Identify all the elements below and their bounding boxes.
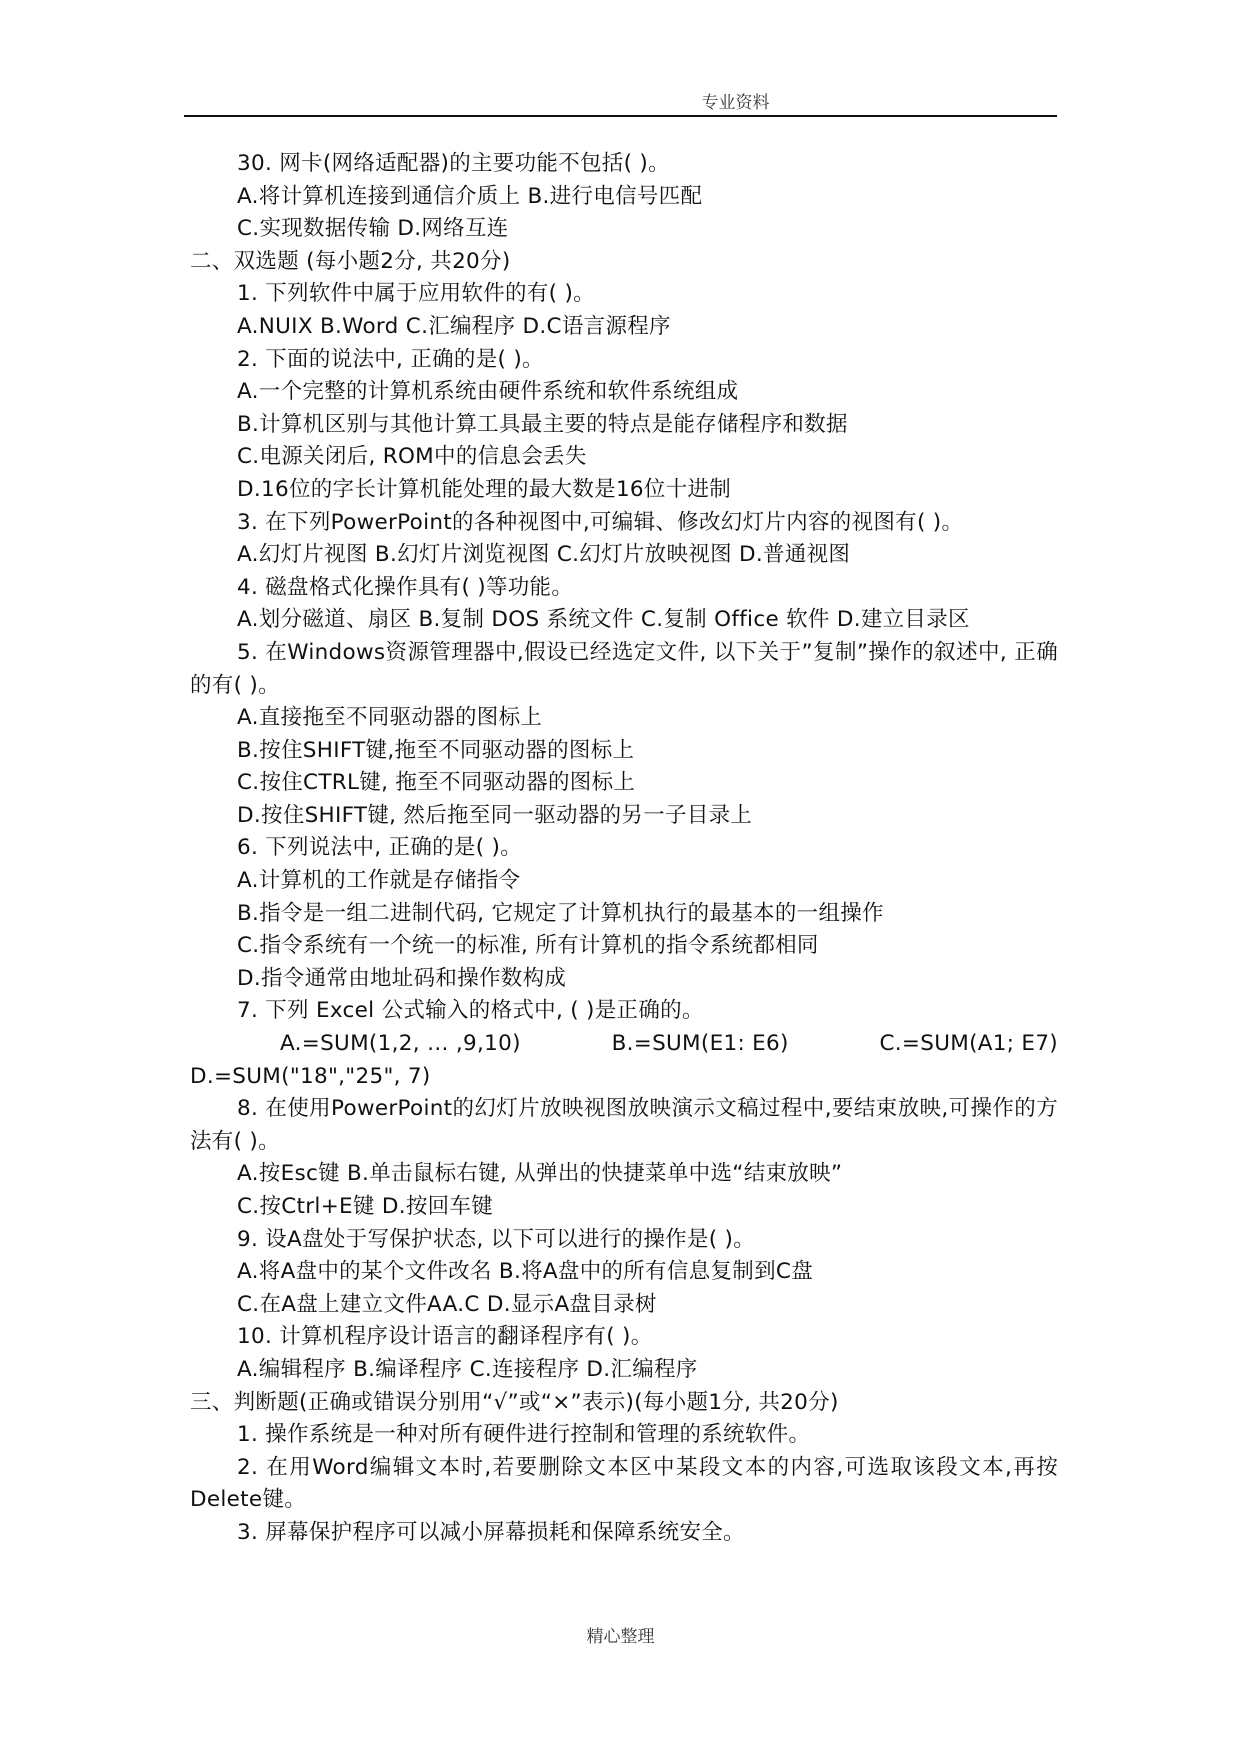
question-line: 1. 下列软件中属于应用软件的有( )。 xyxy=(237,281,595,307)
question-line: 4. 磁盘格式化操作具有( )等功能。 xyxy=(237,574,574,600)
option-line: D.16位的字长计算机能处理的最大数是16位十进制 xyxy=(237,476,732,502)
option-line: C.电源关闭后, ROM中的信息会丢失 xyxy=(237,444,587,470)
question-line: 7. 下列 Excel 公式输入的格式中, ( )是正确的。 xyxy=(237,998,704,1024)
option-line: A.一个完整的计算机系统由硬件系统和软件系统组成 xyxy=(237,379,739,405)
option-a: A.=SUM(1,2, … ,9,10) xyxy=(280,1031,521,1057)
option-line: C.在A盘上建立文件AA.C D.显示A盘目录树 xyxy=(237,1291,657,1317)
section-heading: 二、双选题 (每小题2分, 共20分) xyxy=(190,248,511,274)
option-line: C.指令系统有一个统一的标准, 所有计算机的指令系统都相同 xyxy=(237,933,819,959)
question-line: 10. 计算机程序设计语言的翻译程序有( )。 xyxy=(237,1324,653,1350)
option-line: A.将A盘中的某个文件改名 B.将A盘中的所有信息复制到C盘 xyxy=(237,1259,814,1285)
section-heading: 三、判断题(正确或错误分别用“√”或“×”表示)(每小题1分, 共20分) xyxy=(190,1389,839,1415)
option-line: C.按住CTRL键, 拖至不同驱动器的图标上 xyxy=(237,770,636,796)
question-line: 8. 在使用PowerPoint的幻灯片放映视图放映演示文稿过程中,要结束放映,可操作的方法有( )。 xyxy=(190,1096,1058,1154)
option-line: A.编辑程序 B.编译程序 C.连接程序 D.汇编程序 xyxy=(237,1356,698,1382)
question-line: 2. 下面的说法中, 正确的是( )。 xyxy=(237,346,544,372)
option-line: A.按Esc键 B.单击鼠标右键, 从弹出的快捷菜单中选“结束放映” xyxy=(237,1161,843,1187)
question-line: 5. 在Windows资源管理器中,假设已经选定文件, 以下关于”复制”操作的叙述中, 正确的有( )。 xyxy=(190,639,1058,698)
option-line: A.将计算机连接到通信介质上 B.进行电信号匹配 xyxy=(237,183,703,209)
option-line: C.按Ctrl+E键 D.按回车键 xyxy=(237,1194,494,1219)
header-divider xyxy=(184,115,1057,117)
page-header: 专业资料 xyxy=(701,93,770,113)
page-footer: 精心整理 xyxy=(586,1627,655,1647)
option-line: D.按住SHIFT键, 然后拖至同一驱动器的另一子目录上 xyxy=(237,802,753,828)
option-line: A.直接拖至不同驱动器的图标上 xyxy=(237,705,543,731)
question-line: 9. 设A盘处于写保护状态, 以下可以进行的操作是( )。 xyxy=(237,1226,756,1252)
option-line: A.计算机的工作就是存储指令 xyxy=(237,868,521,894)
option-line: C.实现数据传输 D.网络互连 xyxy=(237,216,509,242)
statement-line: 1. 操作系统是一种对所有硬件进行控制和管理的系统软件。 xyxy=(237,1422,811,1448)
question-line: 3. 在下列PowerPoint的各种视图中,可编辑、修改幻灯片内容的视图有( )。 xyxy=(237,509,964,535)
option-line: A.幻灯片视图 B.幻灯片浏览视图 C.幻灯片放映视图 D.普通视图 xyxy=(237,542,851,568)
option-line: A.NUIX B.Word C.汇编程序 D.C语言源程序 xyxy=(237,313,671,339)
question-line: 30. 网卡(网络适配器)的主要功能不包括( )。 xyxy=(237,151,670,176)
option-b: B.=SUM(E1: E6) xyxy=(611,1031,789,1057)
statement-line: 3. 屏幕保护程序可以减小屏幕损耗和保障系统安全。 xyxy=(237,1519,745,1545)
option-line: D.指令通常由地址码和操作数构成 xyxy=(237,965,567,991)
option-line: D.=SUM("18","25", 7) xyxy=(190,1063,431,1089)
document-body xyxy=(190,148,1058,1550)
option-line: B.按住SHIFT键,拖至不同驱动器的图标上 xyxy=(237,737,635,763)
statement-line: 2. 在用Word编辑文本时,若要删除文本区中某段文本的内容,可选取该段文本,再按Delete键。 xyxy=(190,1454,1058,1513)
option-line: A.划分磁道、扇区 B.复制 DOS 系统文件 C.复制 Office 软件 D.建立目录区 xyxy=(237,607,970,633)
option-line: B.指令是一组二进制代码, 它规定了计算机执行的最基本的一组操作 xyxy=(237,900,884,926)
option-c: C.=SUM(A1; E7) xyxy=(879,1031,1058,1057)
option-line xyxy=(190,1028,1058,1061)
option-line: B.计算机区别与其他计算工具最主要的特点是能存储程序和数据 xyxy=(237,411,848,437)
question-line: 6. 下列说法中, 正确的是( )。 xyxy=(237,835,523,861)
